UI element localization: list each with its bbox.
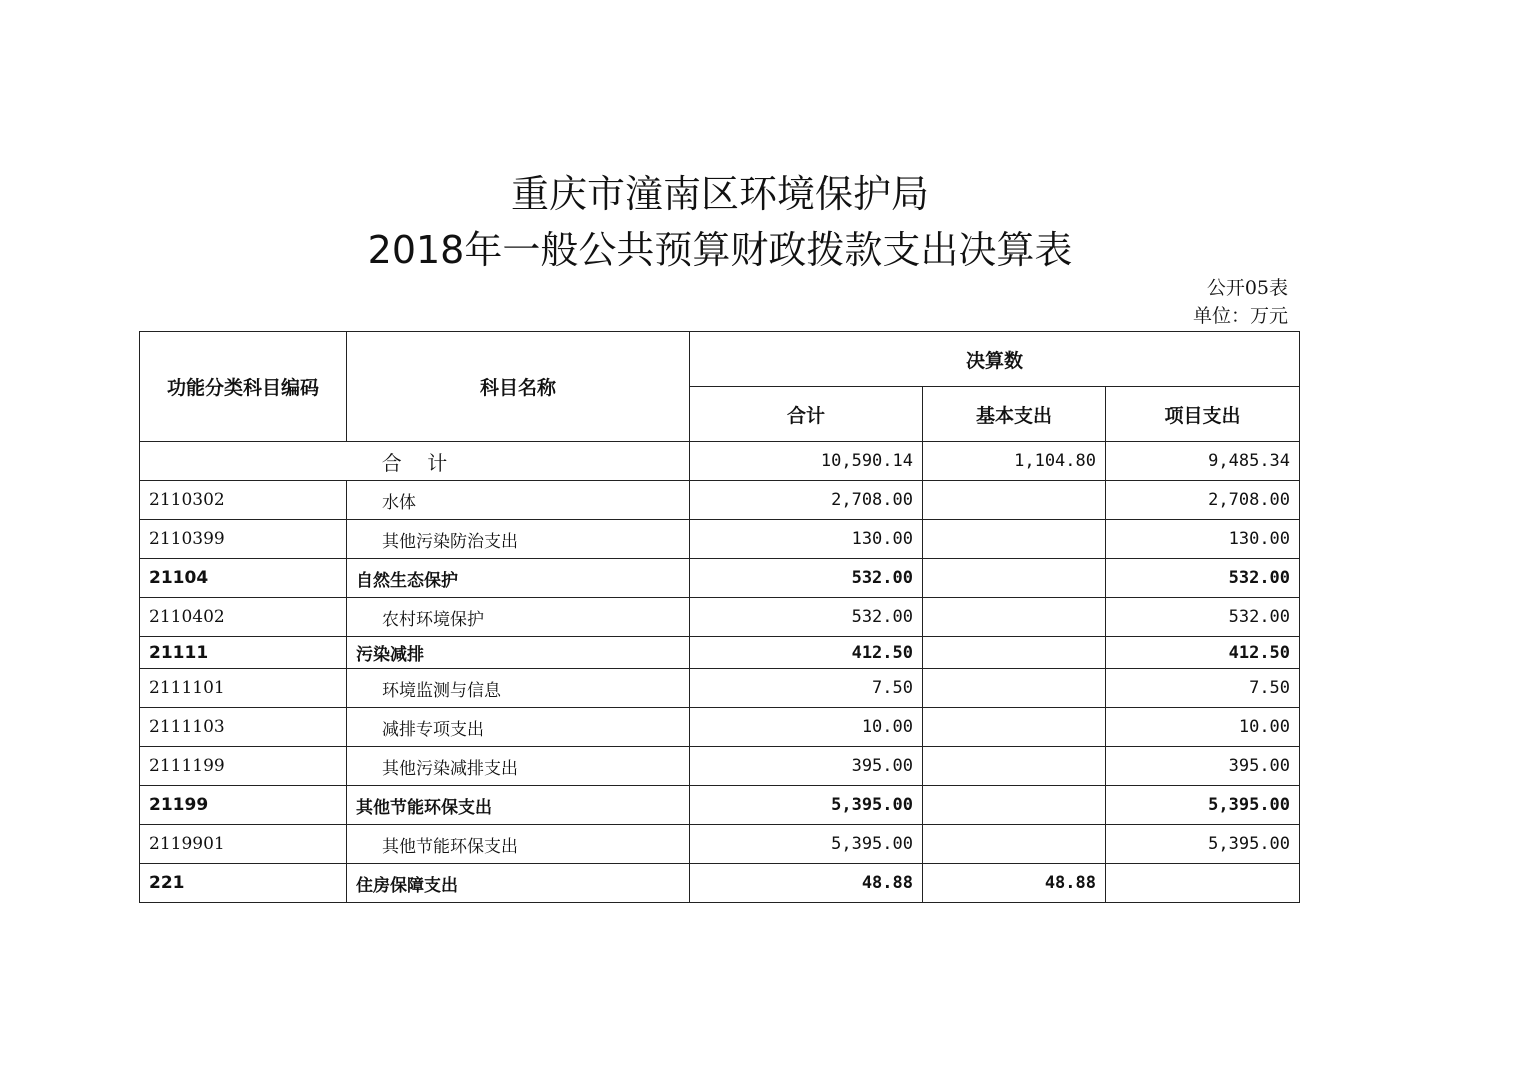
row-basic — [923, 669, 1106, 708]
row-total: 2,708.00 — [690, 481, 923, 520]
row-total: 7.50 — [690, 669, 923, 708]
row-code: 21111 — [140, 637, 347, 669]
table-row — [140, 786, 1300, 825]
row-name: 环境监测与信息 — [347, 669, 690, 708]
header-total: 合计 — [690, 387, 923, 442]
row-total: 5,395.00 — [690, 825, 923, 864]
row-code: 2111101 — [140, 669, 347, 708]
row-basic: 48.88 — [923, 864, 1106, 903]
table-row — [140, 747, 1300, 786]
row-project: 532.00 — [1106, 598, 1300, 637]
row-name: 减排专项支出 — [347, 708, 690, 747]
table-row — [140, 559, 1300, 598]
row-total: 412.50 — [690, 637, 923, 669]
row-total: 10.00 — [690, 708, 923, 747]
row-code: 2111199 — [140, 747, 347, 786]
row-project: 5,395.00 — [1106, 825, 1300, 864]
row-project: 2,708.00 — [1106, 481, 1300, 520]
row-basic — [923, 747, 1106, 786]
report-title: 2018年一般公共预算财政拨款支出决算表 — [367, 228, 1073, 272]
row-basic — [923, 598, 1106, 637]
row-code: 2119901 — [140, 825, 347, 864]
row-project: 5,395.00 — [1106, 786, 1300, 825]
row-code: 221 — [140, 864, 347, 903]
header-project: 项目支出 — [1106, 387, 1300, 442]
row-project: 395.00 — [1106, 747, 1300, 786]
row-basic — [923, 637, 1106, 669]
table-row — [140, 864, 1300, 903]
header-basic: 基本支出 — [923, 387, 1106, 442]
row-name: 其他节能环保支出 — [347, 825, 690, 864]
unit-label: 单位：万元 — [1192, 305, 1288, 327]
row-total: 130.00 — [690, 520, 923, 559]
row-total: 5,395.00 — [690, 786, 923, 825]
row-total: 395.00 — [690, 747, 923, 786]
row-project: 412.50 — [1106, 637, 1300, 669]
table-row — [140, 825, 1300, 864]
row-name: 住房保障支出 — [347, 864, 690, 903]
row-name: 自然生态保护 — [347, 559, 690, 598]
row-code: 2111103 — [140, 708, 347, 747]
row-code: 2110302 — [140, 481, 347, 520]
row-code: 21104 — [140, 559, 347, 598]
row-total: 48.88 — [690, 864, 923, 903]
table-row — [140, 708, 1300, 747]
total-total: 10,590.14 — [690, 442, 923, 481]
row-project: 130.00 — [1106, 520, 1300, 559]
row-name: 水体 — [347, 481, 690, 520]
table-row — [140, 481, 1300, 520]
row-basic — [923, 825, 1106, 864]
total-basic: 1,104.80 — [923, 442, 1106, 481]
header-name: 科目名称 — [347, 332, 690, 442]
row-basic — [923, 786, 1106, 825]
row-code: 2110402 — [140, 598, 347, 637]
report-title-org: 重庆市潼南区环境保护局 — [510, 172, 929, 216]
row-name: 其他污染防治支出 — [347, 520, 690, 559]
table-row — [140, 637, 1300, 669]
budget-table — [139, 331, 1300, 903]
table-row — [140, 520, 1300, 559]
table-number: 公开05表 — [1206, 277, 1288, 299]
row-code: 21199 — [140, 786, 347, 825]
total-row — [140, 442, 1300, 481]
row-code: 2110399 — [140, 520, 347, 559]
row-project: 10.00 — [1106, 708, 1300, 747]
row-project: 7.50 — [1106, 669, 1300, 708]
total-label: 合 计 — [140, 442, 690, 481]
table-row — [140, 669, 1300, 708]
total-project: 9,485.34 — [1106, 442, 1300, 481]
row-project — [1106, 864, 1300, 903]
header-group: 决算数 — [690, 332, 1300, 387]
row-name: 污染减排 — [347, 637, 690, 669]
row-project: 532.00 — [1106, 559, 1300, 598]
row-name: 农村环境保护 — [347, 598, 690, 637]
row-basic — [923, 708, 1106, 747]
row-basic — [923, 559, 1106, 598]
row-basic — [923, 520, 1106, 559]
row-total: 532.00 — [690, 598, 923, 637]
row-basic — [923, 481, 1106, 520]
row-total: 532.00 — [690, 559, 923, 598]
row-name: 其他污染减排支出 — [347, 747, 690, 786]
table-row — [140, 598, 1300, 637]
header-code: 功能分类科目编码 — [140, 332, 347, 442]
table-body — [140, 442, 1300, 903]
row-name: 其他节能环保支出 — [347, 786, 690, 825]
